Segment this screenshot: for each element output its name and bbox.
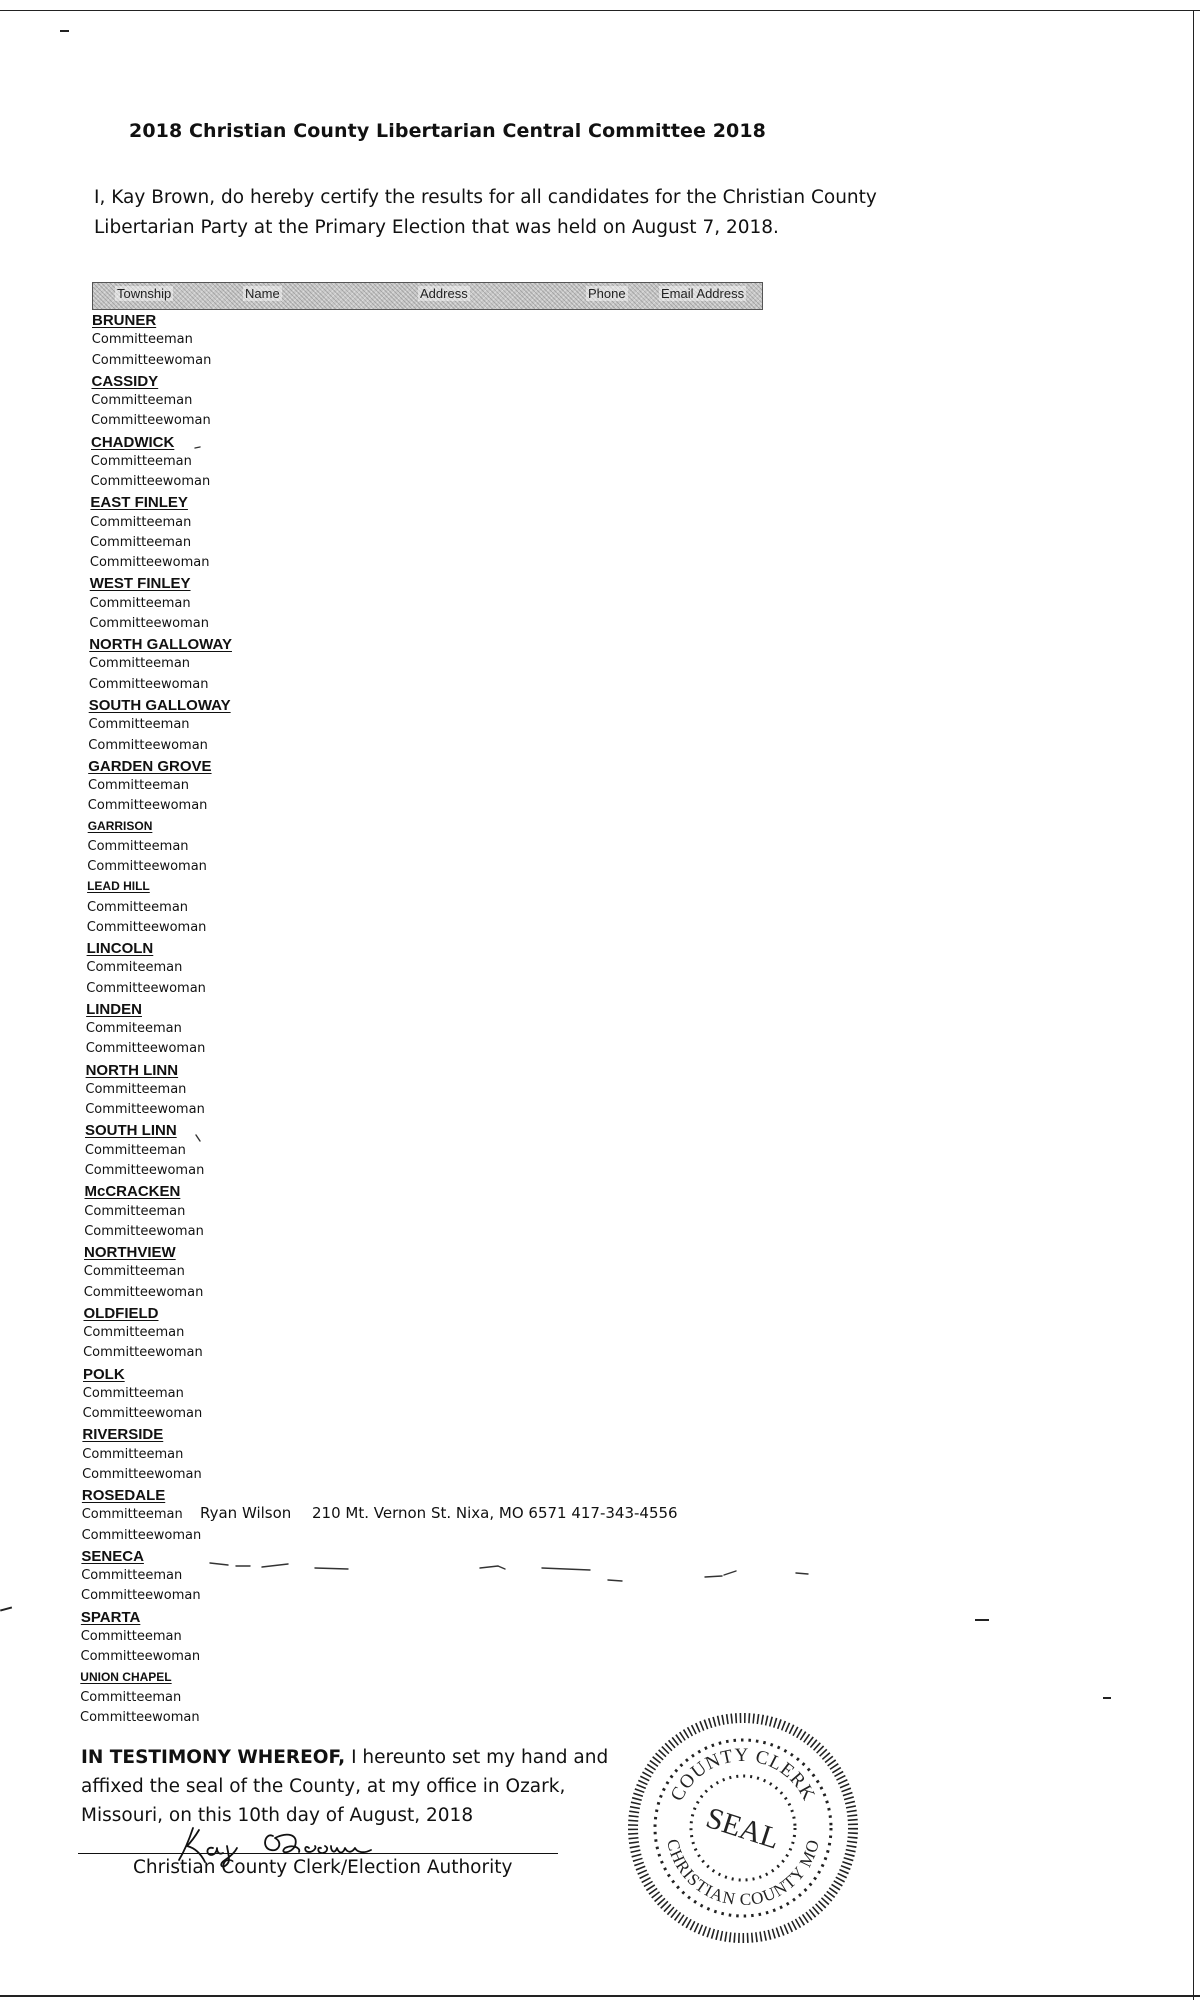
county-clerk-seal <box>618 1703 868 1953</box>
committee-role: Committeewoman <box>90 474 211 490</box>
committee-role: Committeewoman <box>89 555 210 571</box>
document-title: 2018 Christian County Libertarian Central Committee 2018 <box>129 120 766 142</box>
committee-role: Committeeman <box>87 838 189 854</box>
committee-role: Committeewoman <box>86 980 206 996</box>
header-address: Address <box>420 286 468 301</box>
testimony-lead: IN TESTIMONY WHEREOF, <box>81 1747 346 1768</box>
committee-role: Committeewoman <box>86 919 207 935</box>
committee-role: Committeeman <box>81 1568 183 1584</box>
seal-bottom-text: CHRISTIAN COUNTY MO <box>662 1837 824 1910</box>
page-border-bottom <box>0 1995 1200 1997</box>
committee-role: Committeeman <box>83 1264 185 1280</box>
signature-line <box>78 1853 558 1854</box>
header-name: Name <box>245 286 280 301</box>
committee-role: Committeeman <box>81 1507 183 1523</box>
svg-text:CHRISTIAN COUNTY MO <box>663 1837 823 1909</box>
header-email-address: Email Address <box>661 286 745 301</box>
committee-role: Committeewoman <box>83 1345 203 1361</box>
committee-role: Committeewoman <box>88 676 209 692</box>
committee-role: Committeewoman <box>81 1527 202 1543</box>
committee-role: Committeewoman <box>84 1223 204 1239</box>
committee-role: Committeewoman <box>80 1710 200 1725</box>
committee-role: Committeewoman <box>81 1588 201 1604</box>
township-heading: NORTH GALLOWAY <box>89 636 232 654</box>
committee-role: Committeeman <box>87 899 189 915</box>
township-heading: BRUNER <box>92 312 157 329</box>
committee-role: Committeewoman <box>91 352 212 368</box>
testimony-line-1 <box>81 1743 641 1772</box>
committee-role: Committeeman <box>84 1142 186 1158</box>
township-heading: SOUTH GALLOWAY <box>88 697 231 714</box>
svg-text:COUNTY CLERK <box>667 1745 820 1805</box>
committee-role: Committeeman <box>90 534 192 550</box>
committee-role: Committeewoman <box>87 859 207 874</box>
township-heading: SPARTA <box>80 1608 141 1626</box>
committee-role: Commiteeman <box>85 1021 182 1037</box>
committee-role: Committeewoman <box>87 798 208 814</box>
seal-center-text: SEAL <box>702 1801 784 1856</box>
township-heading: RIVERSIDE <box>82 1426 164 1444</box>
committee-role: Committeeman <box>82 1446 184 1462</box>
committee-role: Committeeman <box>88 717 190 733</box>
committee-role: Committeeman <box>83 1325 185 1340</box>
committee-role: Committeewoman <box>83 1284 204 1300</box>
committee-role: Committeewoman <box>82 1406 203 1422</box>
committee-role: Committeewoman <box>91 413 211 429</box>
committee-role: Committeeman <box>84 1203 186 1219</box>
testimony-line-3: Missouri, on this 10th day of August, 2018 <box>81 1805 474 1826</box>
committee-role: Committeeman <box>90 453 192 469</box>
committee-role: Commiteeman <box>86 960 183 976</box>
testimony-line-2: affixed the seal of the County, at my office in Ozark, <box>81 1776 566 1797</box>
township-heading: ROSEDALE <box>81 1487 166 1505</box>
township-heading: LINDEN <box>86 1000 142 1018</box>
header-phone: Phone <box>588 286 626 301</box>
testimony-line-1-rest: I hereunto set my hand and <box>345 1747 609 1768</box>
township-heading: UNION CHAPEL <box>80 1669 172 1684</box>
certification-line: I, Kay Brown, do hereby certify the results for all candidates for the Christian County <box>94 187 877 208</box>
committee-role: Committeeman <box>89 595 191 611</box>
certification-line: Libertarian Party at the Primary Election that was held on August 7, 2018. <box>94 217 779 238</box>
committee-role: Committeewoman <box>84 1163 205 1178</box>
committee-role: Committeewoman <box>80 1649 201 1665</box>
township-heading: CASSIDY <box>91 372 159 390</box>
committee-role: Committeeman <box>91 332 193 348</box>
township-heading: GARRISON <box>87 818 153 833</box>
committee-role: Committeewoman <box>89 615 210 631</box>
township-heading: LINCOLN <box>86 940 154 958</box>
committee-role: Committeeman <box>80 1689 182 1705</box>
rosedale-committeeman-address-phone: 210 Mt. Vernon St. Nixa, MO 6571 417-343-4556 <box>312 1504 678 1522</box>
township-heading: NORTHVIEW <box>84 1244 176 1261</box>
rosedale-committeeman-name: Ryan Wilson <box>200 1504 292 1522</box>
committee-role: Committeewoman <box>82 1466 202 1482</box>
committee-role: Committeeman <box>80 1629 182 1644</box>
township-heading: WEST FINLEY <box>89 575 191 593</box>
testimony-statement <box>81 1743 641 1830</box>
committee-role: Committeeman <box>85 1081 187 1097</box>
signature-title: Christian County Clerk/Election Authority <box>133 1857 513 1878</box>
township-heading: GARDEN GROVE <box>88 757 212 775</box>
committee-role: Committeeman <box>91 393 193 408</box>
township-heading: SOUTH LINN <box>85 1122 177 1140</box>
committee-role: Committeewoman <box>85 1102 205 1118</box>
township-heading: EAST FINLEY <box>90 494 188 512</box>
township-heading: SENECA <box>81 1547 144 1565</box>
committee-role: Committeeman <box>89 656 191 672</box>
committee-role: Committeeman <box>88 778 190 793</box>
township-heading: POLK <box>83 1365 125 1383</box>
seal-top-text: COUNTY CLERK <box>666 1744 820 1805</box>
township-heading: McCRACKEN <box>84 1183 181 1201</box>
committee-role: Committeewoman <box>85 1041 206 1057</box>
committee-role: Committeeman <box>82 1385 184 1401</box>
township-heading: OLDFIELD <box>83 1304 159 1322</box>
header-township: Township <box>117 286 172 301</box>
township-heading: CHADWICK <box>91 433 175 451</box>
township-heading: NORTH LINN <box>85 1061 179 1079</box>
committee-role: Committeeman <box>90 514 192 530</box>
committee-role: Committeewoman <box>88 737 208 753</box>
township-heading: LEAD HILL <box>87 879 150 894</box>
